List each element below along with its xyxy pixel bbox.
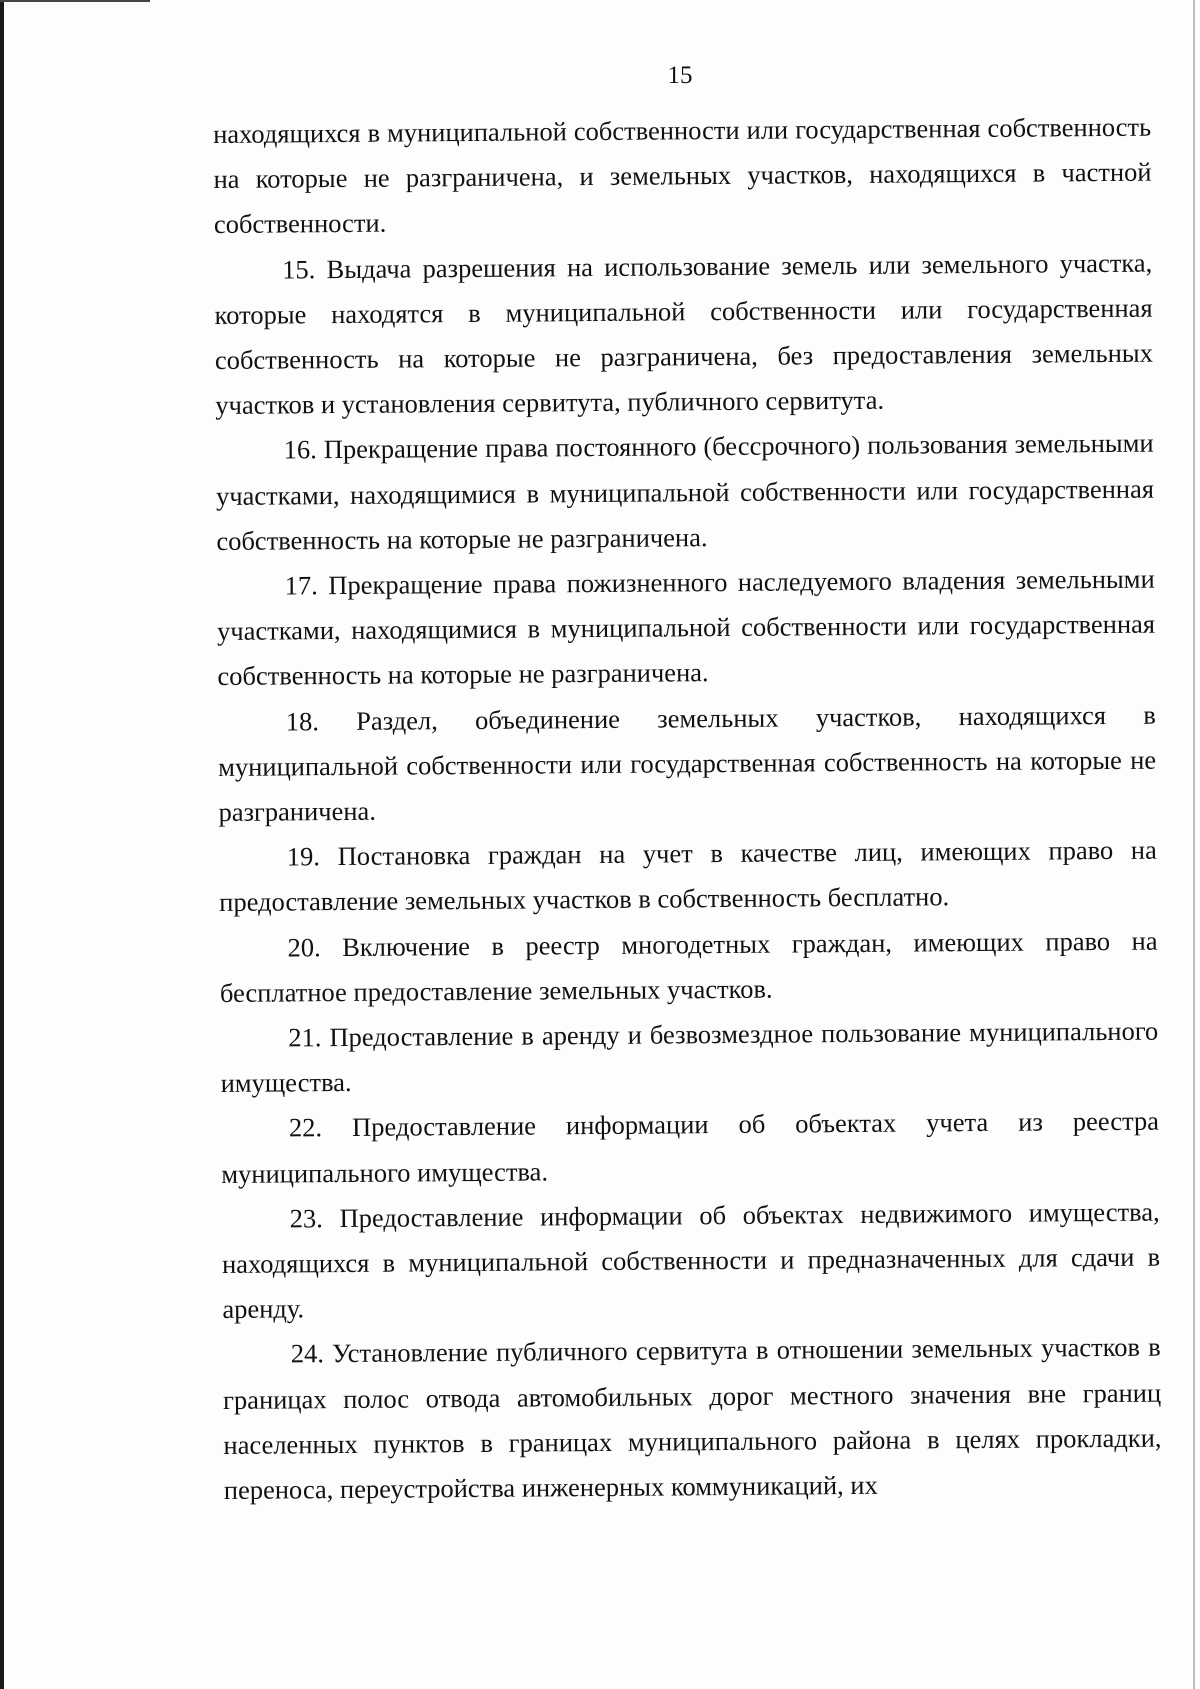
paragraph-item-15: 15. Выдача разрешения на использование земель или земельного участка, которые находятся в муниципальной собственности или государственная собственность на которые не разграничена, без предоставления земельных участков и установления сервитута, публичного сервитута.	[214, 247, 1154, 421]
paragraph-item-18: 18. Раздел, объединение земельных участков, находящихся в муниципальной собственности или государственная собственность на которые не разграничена.	[218, 699, 1157, 828]
page-number: 15	[667, 62, 693, 89]
paragraph-item-22: 22. Предоставление информации об объектах учета из реестра муниципального имущества.	[221, 1106, 1160, 1189]
paragraph-continuation: находящихся в муниципальной собственности или государственная собственность на которые не разграничена, и земельных участков, находящихся в частной собственности.	[213, 111, 1152, 240]
paragraph-item-16: 16. Прекращение права постоянного (бессрочного) пользования земельными участками, находящимися в муниципальной собственности или государственная собственность на которые не разграничена.	[215, 428, 1155, 556]
paragraph-item-17: 17. Прекращение права пожизненного наследуемого владения земельными участками, находящимися в муниципальной собственности или государственная собственность на которые не разграничена.	[216, 563, 1156, 692]
paragraph-item-19: 19. Постановка граждан на учет в качестве лиц, имеющих право на предоставление земельных участков в собственность бесплатно.	[219, 834, 1157, 918]
document-body	[213, 105, 1162, 1514]
paragraph-item-23: 23. Предоставление информации об объектах недвижимого имущества, находящихся в муниципальной собственности и предназначенных для сдачи в аренду.	[221, 1196, 1161, 1325]
paragraph-item-24: 24. Установление публичного сервитута в отношении земельных участков в границах полос отвода автомобильных дорог местного значения вне границ населенных пунктов в границах муниципального района в целях прокладки, переноса, переустройства инженерных коммуникаций, их	[222, 1332, 1162, 1506]
scan-left-edge	[0, 0, 4, 1689]
paragraph-item-21: 21. Предоставление в аренду и безвозмездное пользование муниципального имущества.	[220, 1015, 1159, 1099]
scan-right-edge	[1193, 0, 1195, 1689]
scan-top-edge	[0, 0, 150, 2]
paragraph-item-20: 20. Включение в реестр многодетных граждан, имеющих право на бесплатное предоставление земельных участков.	[219, 925, 1158, 1008]
